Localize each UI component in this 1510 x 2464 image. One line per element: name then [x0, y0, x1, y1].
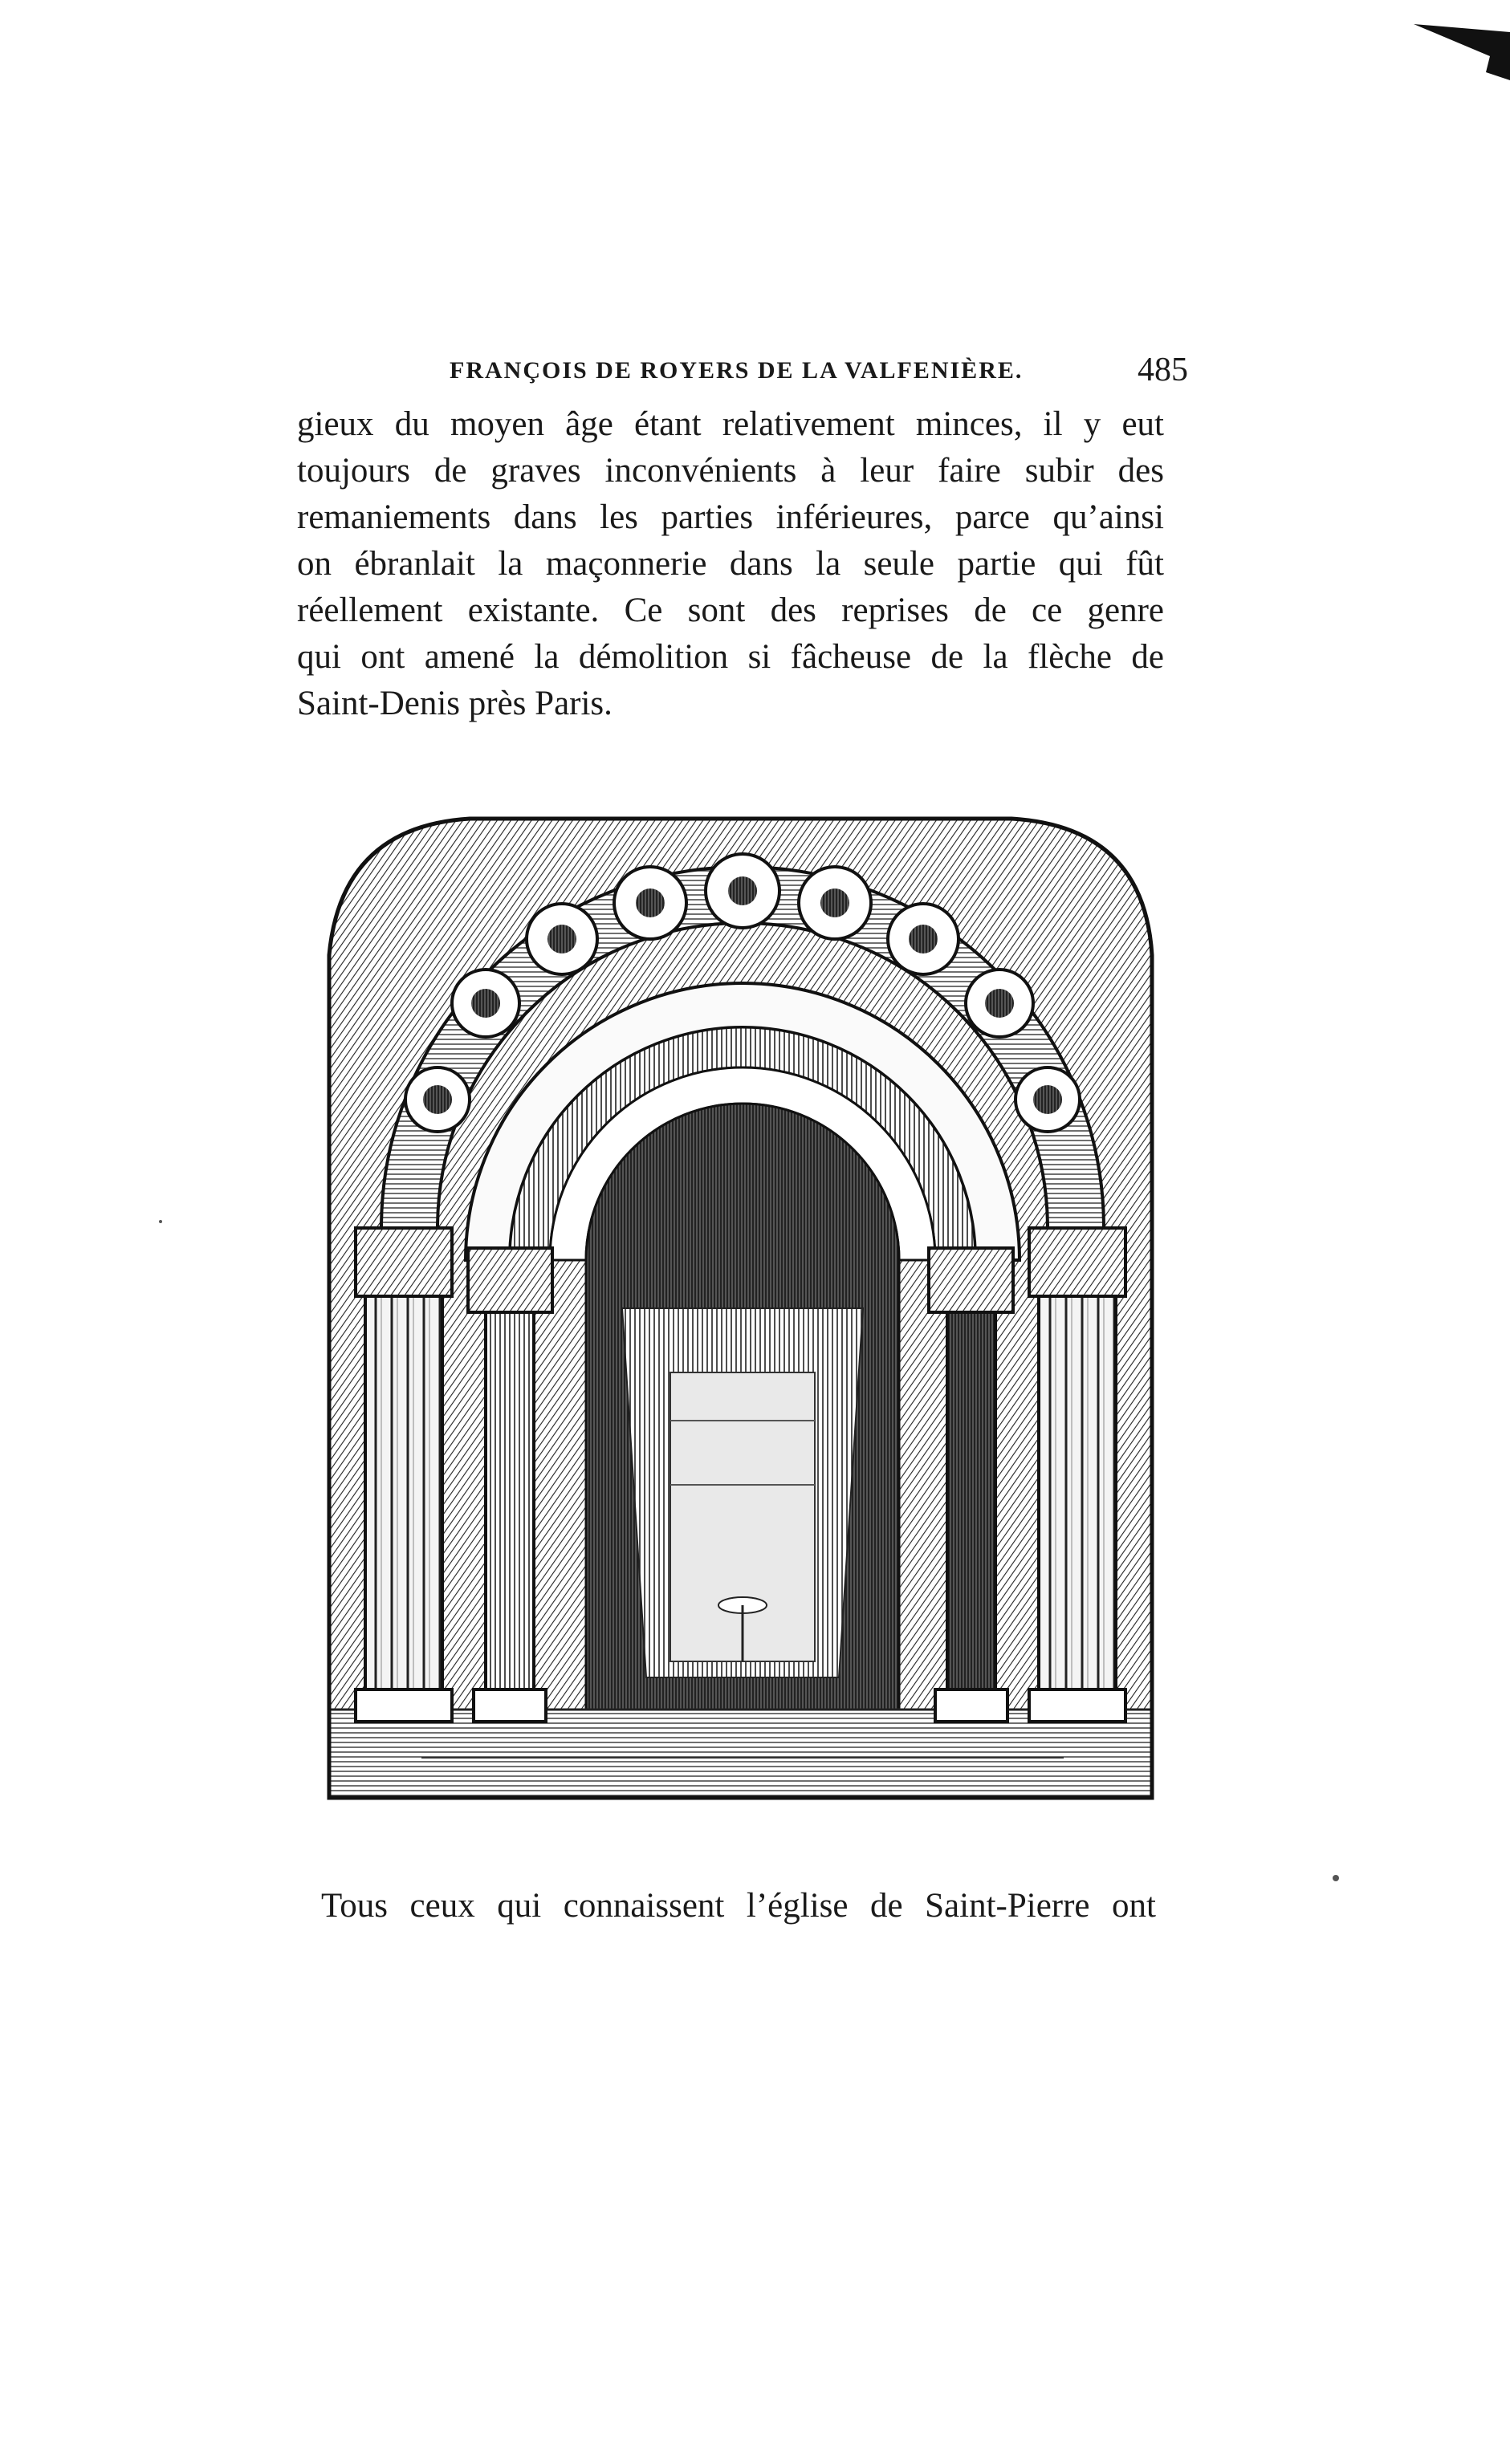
- engraving-illustration: [325, 811, 1156, 1810]
- page-corner-mark: [1414, 24, 1510, 80]
- paragraph: [297, 401, 1164, 727]
- text-line: qui ont amené la démolition si fâcheuse de la flèche de: [297, 638, 1164, 676]
- text-line: on ébranlait la maçonnerie dans la seule partie qui fût: [297, 545, 1164, 583]
- text-line: Saint-Denis près Paris.: [297, 685, 613, 722]
- page-number: 485: [1138, 352, 1188, 388]
- print-speck: [1333, 1875, 1339, 1881]
- text-line: toujours de graves inconvénients à leur faire subir des: [297, 452, 1164, 490]
- running-header: [297, 352, 1188, 397]
- text-line: réellement existante. Ce sont des reprises de ce genre: [297, 592, 1164, 629]
- text-line: gieux du moyen âge étant relativement minces, il y eut: [297, 405, 1164, 443]
- print-speck: [159, 1220, 162, 1223]
- paragraph-continuation: Tous ceux qui connaissent l’église de Saint-Pierre ont: [321, 1887, 1156, 1925]
- text-line: remaniements dans les parties inférieures, parce qu’ainsi: [297, 498, 1164, 536]
- running-title: FRANÇOIS DE ROYERS DE LA VALFENIÈRE.: [450, 357, 1024, 384]
- portal-engraving: [325, 811, 1156, 1810]
